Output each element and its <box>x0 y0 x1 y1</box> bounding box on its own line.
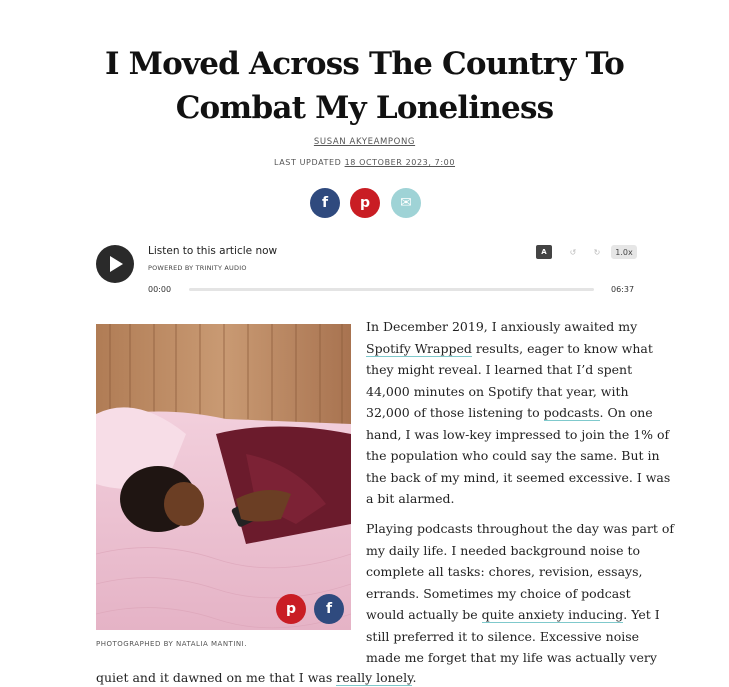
share-facebook-button[interactable] <box>310 188 340 218</box>
text-line <box>366 402 653 424</box>
text-line: In December 2019, I anxiously awaited my <box>366 319 638 334</box>
audio-powered-by[interactable]: POWERED BY TRINITY AUDIO <box>148 264 247 272</box>
text-line: they might reveal. I learned that I’d spent <box>366 362 633 377</box>
rewind-icon[interactable]: ↺ <box>569 247 577 257</box>
text-fragment: would actually be <box>366 607 482 622</box>
link-quite-anxiety-inducing[interactable]: quite anxiety inducing <box>481 607 624 622</box>
play-icon <box>108 255 124 273</box>
text-line: 44,000 minutes on Spotify that year, with <box>366 383 629 399</box>
link-really-lonely[interactable]: really lonely <box>336 670 413 685</box>
text-fragment: . Yet I <box>623 607 660 622</box>
text-line: complete all tasks: chores, revision, essays, <box>366 564 643 579</box>
facebook-icon: f <box>321 195 329 211</box>
text-line: still preferred it to silence. Excessive noise <box>366 628 640 644</box>
link-spotify-wrapped[interactable]: Spotify Wrapped <box>366 340 472 356</box>
audio-title: Listen to this article now <box>148 245 278 257</box>
author-link[interactable]: SUSAN AKYEAMPONG <box>313 137 416 147</box>
audio-duration: 06:37 <box>611 285 635 294</box>
text-line <box>366 338 653 360</box>
headline-line-1: I Moved Across The Country To <box>104 46 625 82</box>
text-line: my daily life. I needed background noise to <box>366 542 640 558</box>
last-updated-date[interactable]: 18 OCTOBER 2023, 7:00 <box>344 158 456 167</box>
playback-speed-button[interactable]: 1.0x <box>611 245 637 259</box>
share-email-button[interactable] <box>391 188 421 218</box>
facebook-icon: f <box>325 601 333 617</box>
audio-progress-bar[interactable] <box>189 288 594 291</box>
image-pin-button[interactable] <box>276 594 306 624</box>
pinterest-icon: p <box>285 601 297 617</box>
text-fragment: results, eager to know what <box>471 340 653 356</box>
image-share-facebook-button[interactable] <box>314 594 344 624</box>
text-fragment: 32,000 of those listening to <box>366 405 544 420</box>
article-headline <box>60 42 669 130</box>
paragraph-2 <box>366 518 675 669</box>
text-line <box>366 604 660 626</box>
text-line: made me forget that my life was actually very <box>366 650 657 665</box>
paragraph-1 <box>366 316 671 510</box>
text-line: Playing podcasts throughout the day was part of <box>366 521 675 536</box>
text-line: errands. Sometimes my choice of podcast <box>366 585 631 601</box>
pinterest-icon: p <box>359 195 371 211</box>
text-line: hand, I was low-key impressed to join the 1% of <box>366 426 670 442</box>
audio-play-button[interactable] <box>96 245 134 283</box>
last-updated-label: LAST UPDATED <box>273 158 345 167</box>
audio-current-time: 00:00 <box>148 285 172 294</box>
text-line: the back of my mind, it seemed excessive. I was <box>366 469 671 485</box>
email-icon: ✉ <box>400 195 412 211</box>
forward-icon[interactable]: ↻ <box>593 247 601 257</box>
text-line: the population who could say the same. But in <box>366 448 660 463</box>
headline-line-2: Combat My Loneliness <box>175 90 554 126</box>
text-fragment: quiet and it dawned on me that I was <box>96 670 337 685</box>
share-pinterest-button[interactable] <box>350 188 380 218</box>
last-updated <box>0 158 729 167</box>
translate-icon[interactable]: A <box>536 245 552 259</box>
image-caption: PHOTOGRAPHED BY NATALIA MANTINI. <box>96 640 247 648</box>
link-podcasts[interactable]: podcasts <box>543 405 600 420</box>
text-fragment: . On one <box>599 405 653 420</box>
paragraph-2-final-line <box>96 667 656 687</box>
text-line: a bit alarmed. <box>366 491 455 506</box>
article-photo <box>96 324 351 630</box>
text-fragment: . <box>412 670 417 685</box>
